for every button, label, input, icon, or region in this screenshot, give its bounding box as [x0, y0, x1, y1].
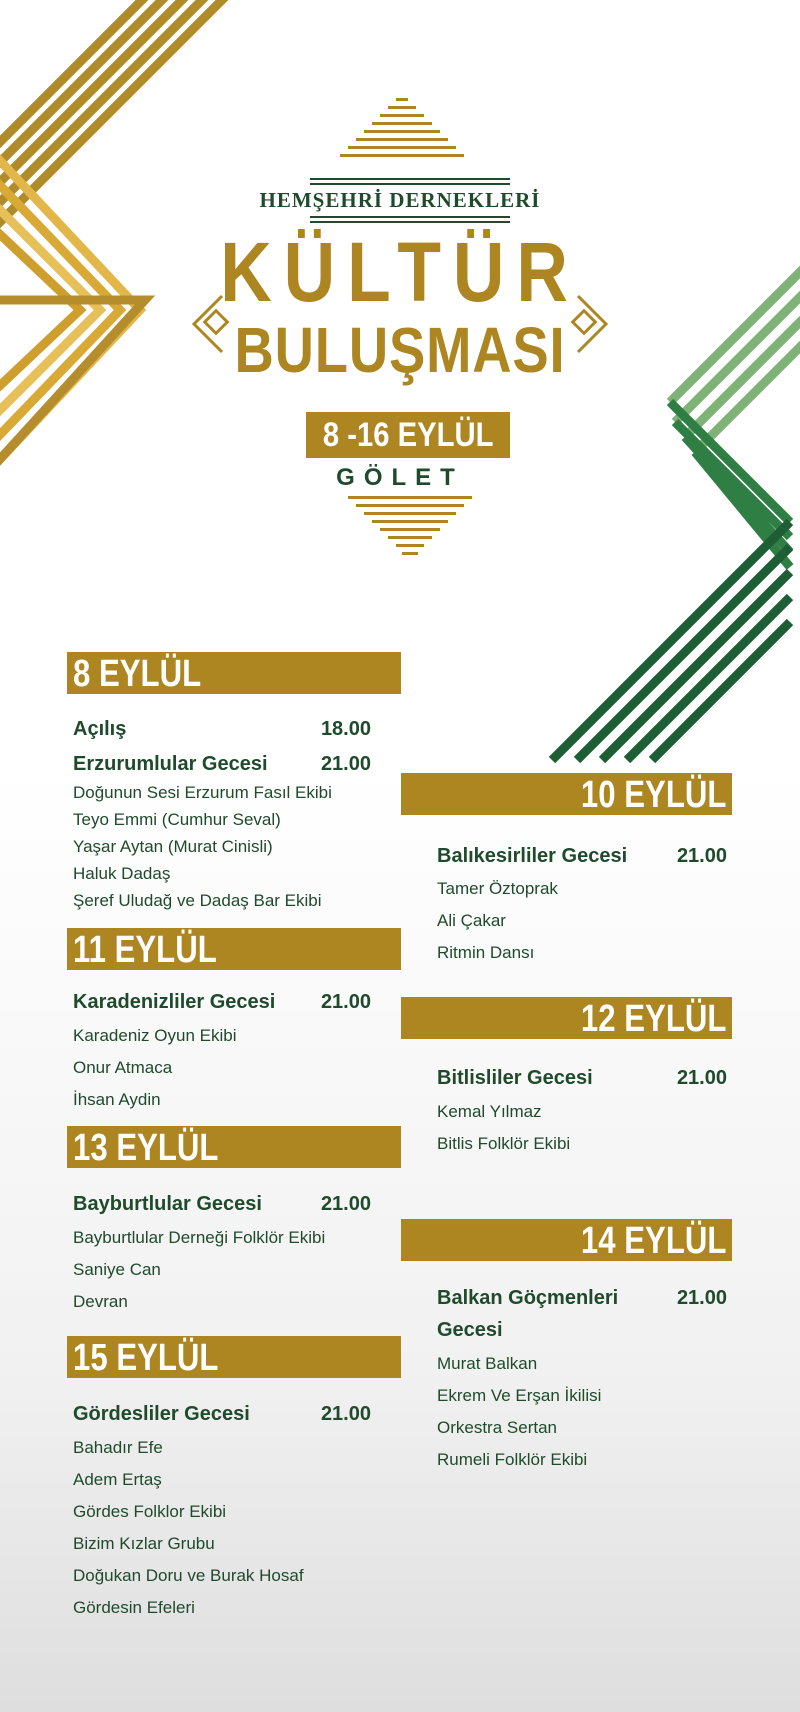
day-label: 11 EYLÜL	[73, 929, 217, 971]
event-bitlisliler	[437, 1062, 727, 1094]
day-label: 8 EYLÜL	[73, 653, 202, 695]
event-name-line-2: Gecesi	[437, 1319, 503, 1341]
performer: Ekrem Ve Erşan İkilisi	[437, 1386, 602, 1405]
day-header-11-eylul	[67, 928, 401, 970]
performer: Tamer Öztoprak	[437, 879, 558, 898]
date-range-text: 8 -16 EYLÜL	[322, 416, 494, 454]
performer: Bahadır Efe	[73, 1438, 163, 1457]
event-name: Erzurumlular Gecesi	[73, 753, 268, 775]
performer: Karadeniz Oyun Ekibi	[73, 1026, 237, 1045]
performer: Saniye Can	[73, 1260, 161, 1279]
performer: Haluk Dadaş	[73, 864, 171, 883]
performer-list	[437, 1096, 570, 1160]
event-name: Açılış	[73, 718, 127, 740]
performer: Yaşar Aytan (Murat Cinisli)	[73, 837, 273, 856]
performer: Ali Çakar	[437, 911, 506, 930]
event-time: 21.00	[320, 753, 371, 775]
event-balkan-gocmenleri	[437, 1282, 727, 1314]
event-time: 21.00	[676, 1287, 727, 1309]
event-gordesliler	[73, 1398, 371, 1430]
performer: Murat Balkan	[437, 1354, 538, 1373]
day-header-12-eylul	[401, 997, 732, 1039]
day-label: 10 EYLÜL	[580, 774, 726, 816]
day-header-8-eylul	[67, 652, 401, 694]
performer: Bitlis Folklör Ekibi	[437, 1134, 571, 1153]
event-name: Gördesliler Gecesi	[73, 1403, 250, 1425]
event-name-continued	[437, 1314, 727, 1346]
performer: Bayburtlular Derneği Folklör Ekibi	[73, 1228, 326, 1247]
performer: Doğukan Doru ve Burak Hosaf	[73, 1566, 304, 1585]
poster-header	[0, 0, 800, 560]
performer: Gördesin Efeleri	[73, 1598, 195, 1617]
performer: Ritmin Dansı	[437, 943, 535, 962]
event-bayburtlular	[73, 1188, 371, 1220]
event-time: 21.00	[320, 1403, 371, 1425]
event-name: Balıkesirliler Gecesi	[437, 845, 628, 867]
day-label: 15 EYLÜL	[73, 1337, 219, 1379]
performer-list	[73, 1020, 236, 1116]
event-time: 21.00	[320, 1193, 371, 1215]
day-header-14-eylul	[401, 1219, 732, 1261]
performer: Rumeli Folklör Ekibi	[437, 1450, 588, 1469]
event-time: 21.00	[676, 1067, 727, 1089]
event-balikesirliler	[437, 840, 727, 872]
day-label: 12 EYLÜL	[580, 998, 726, 1040]
performer: Teyo Emmi (Cumhur Seval)	[73, 810, 281, 829]
event-karadenizliler	[73, 986, 371, 1018]
title-line-2: BULUŞMASI	[234, 314, 566, 386]
day-label: 13 EYLÜL	[73, 1127, 219, 1169]
performer: Kemal Yılmaz	[437, 1102, 542, 1121]
performer: Adem Ertaş	[73, 1470, 162, 1489]
performer: Devran	[73, 1292, 128, 1311]
association-name: HEMŞEHRİ DERNEKLERİ	[259, 188, 541, 212]
performer: Doğunun Sesi Erzurum Fasıl Ekibi	[73, 783, 332, 802]
performer: Bizim Kızlar Grubu	[73, 1534, 215, 1553]
day-header-13-eylul	[67, 1126, 401, 1168]
event-name-line-1: Balkan Göçmenleri	[437, 1287, 619, 1309]
date-range-badge	[306, 412, 510, 458]
performer-list	[73, 1432, 304, 1624]
event-time: 21.00	[676, 845, 727, 867]
performer-list	[73, 779, 332, 914]
day-label: 14 EYLÜL	[580, 1220, 726, 1262]
performer-list	[437, 873, 558, 969]
performer: Orkestra Sertan	[437, 1418, 557, 1437]
performer-list	[437, 1348, 601, 1476]
event-acilis	[73, 713, 371, 745]
event-erzurumlular	[73, 748, 371, 780]
event-time: 18.00	[320, 718, 371, 740]
day-header-15-eylul	[67, 1336, 401, 1378]
day-header-10-eylul	[401, 773, 732, 815]
event-name: Bitlisliler Gecesi	[437, 1067, 593, 1089]
performer-list	[73, 1222, 325, 1318]
event-name: Bayburtlular Gecesi	[73, 1193, 262, 1215]
title-line-1: KÜLTÜR	[220, 225, 580, 319]
venue-name: GÖLET	[336, 464, 464, 491]
performer: Şeref Uludağ ve Dadaş Bar Ekibi	[73, 891, 322, 910]
performer: Onur Atmaca	[73, 1058, 173, 1077]
event-time: 21.00	[320, 991, 371, 1013]
performer: Gördes Folklor Ekibi	[73, 1502, 227, 1521]
performer: İhsan Aydin	[73, 1090, 161, 1109]
event-name: Karadenizliler Gecesi	[73, 991, 276, 1013]
